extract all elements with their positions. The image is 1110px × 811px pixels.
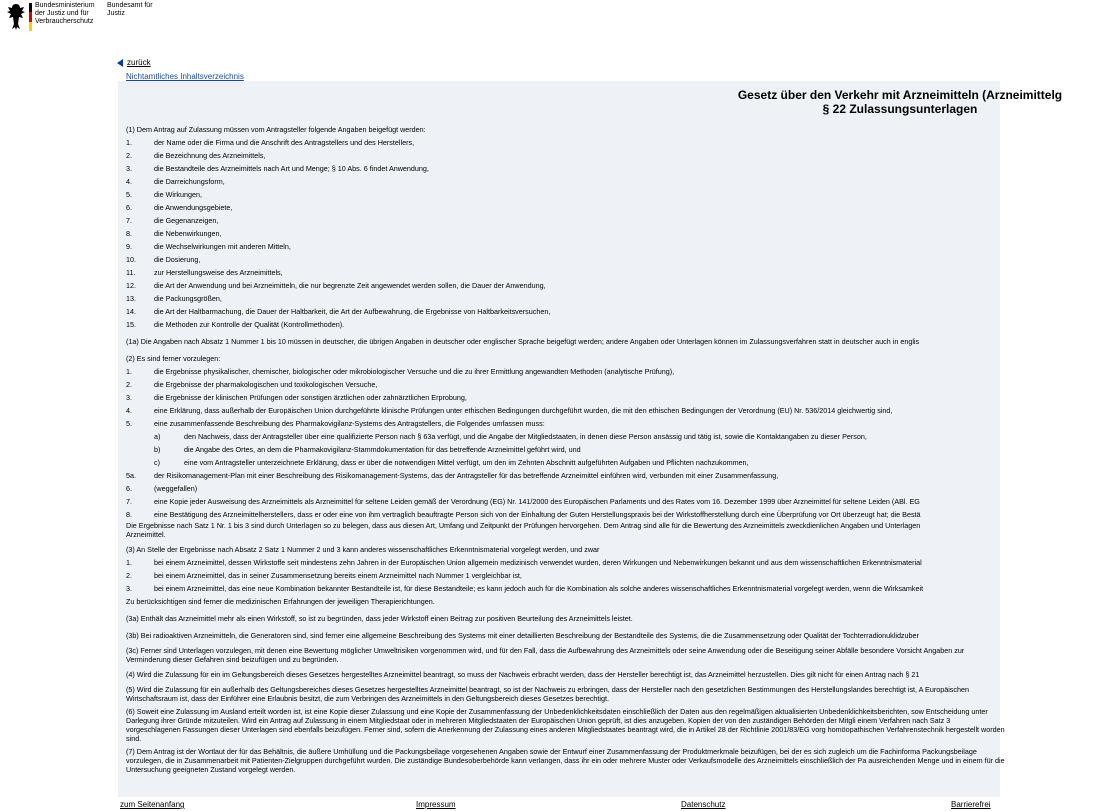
list-item: 10. die Dosierung, [126, 255, 201, 264]
law-text [126, 123, 1026, 774]
to-top-link[interactable]: zum Seitenanfang [120, 800, 185, 809]
list-item: 7. die Gegenanzeigen, [126, 216, 219, 225]
sub-item: b) die Angabe des Ortes, an dem die Pharmakovigilanz-Stammdokumentation für das betreffende Arzneimittel geführt wird, und [154, 445, 581, 454]
list-item: 15. die Methoden zur Kontrolle der Qualität (Kontrollmethoden). [126, 320, 345, 329]
paragraph-3a: (3a) Enthält das Arzneimittel mehr als einen Wirkstoff, so ist zu begründen, dass jeder Wirkstoff einen Beitrag zur positiven Beurteilung des Arzneimittels leistet. [126, 614, 633, 623]
list-item: 8. die Nebenwirkungen, [126, 229, 222, 238]
list-item: 4. eine Erklärung, dass außerhalb der Europäischen Union durchgeführte klinische Prüfungen unter ethischen Bedingungen durchgeführt wurden, die mit den ethischen Bedingungen der Verordnung (EU) Nr. 536/2014 gleichwertig sind, [126, 406, 893, 415]
list-item: 3. bei einem Arzneimittel, das eine neue Kombination bekannter Bestandteile ist, für diese Bestandteile; es kann jedoch auch für die Kombination als solche anderes wissenschaftliches Erkenntnismaterial vorgelegt werden, wenn die Wirksamkeit [126, 584, 924, 593]
section-title: § 22 Zulassungsunterlagen [822, 102, 978, 116]
federal-eagle-icon [4, 2, 28, 32]
paragraph-2-closing-end: Arzneimittel. [126, 530, 166, 539]
paragraph-3b: (3b) Bei radioaktiven Arzneimitteln, die Generatoren sind, sind ferner eine allgemeine Beschreibung des Systems mit einer detaillierten Beschreibung der Bestandteile des Systems, die die Zusammensetzung oder Qualität der Tochterradionuklidzuber [126, 631, 919, 640]
paragraph-3-intro: (3) An Stelle der Ergebnisse nach Absatz 2 Satz 1 Nummer 2 und 3 kann anderes wissenschaftliches Erkenntnismaterial vorgelegt werden, und zwar [126, 545, 600, 554]
paragraph-1a: (1a) Die Angaben nach Absatz 1 Nummer 1 bis 10 müssen in deutscher, die übrigen Angaben in deutscher oder englischer Sprache beigefügt werden; andere Angaben oder Unterlagen können im Zulassungsverfahren statt in deutscher auch in englis [126, 337, 920, 346]
back-nav [117, 58, 151, 67]
page-title [690, 88, 1110, 116]
page-footer [0, 800, 1000, 811]
paragraph-2-closing: Die Ergebnisse nach Satz 1 Nr. 1 bis 3 sind durch Unterlagen so zu belegen, dass aus diesen Art, Umfang und Zeitpunkt der Prüfungen hervorgehen. Dem Antrag sind alle für die Bewertung des Arzneimittels zweckdienlichen Angaben und Unterlagen [126, 521, 921, 530]
datenschutz-link[interactable]: Datenschutz [681, 800, 726, 809]
german-flag-icon [29, 3, 32, 31]
list-item: 7. eine Kopie jeder Ausweisung des Arzneimittels als Arzneimittel für seltene Leiden gemäß der Verordnung (EG) Nr. 141/2000 des Europäischen Parlaments und des Rates vom 16. Dezember 1999 über Arzneimittel für seltene Leiden (ABl. EG [126, 497, 920, 506]
list-item: 3. die Ergebnisse der klinischen Prüfungen oder sonstigen ärztlichen oder zahnärztlichen Erprobung, [126, 393, 467, 402]
toc-link[interactable]: Nichtamtliches Inhaltsverzeichnis [126, 72, 244, 81]
paragraph-6: (6) Soweit eine Zulassung im Ausland erteilt worden ist, ist eine Kopie dieser Zulassung und eine Kopie der Zusammenfassung der Unbedenklichkeitsdaten einschließlich der Daten aus den regelmäßigen aktualisierten Unbedenklichkeitsberichten, sow Entscheidung unter Darlegung ihrer Gründe mitzuteilen. Wird ein Antrag auf Zulassung in einem Mitgliedstaat oder in mehreren Mitgliedstaaten der Europäischen Union geprüft, ist dies anzugeben. Kopien der von den zuständigen Behörden der Mitgli einem Verfahren nach Satz 3 vorgeschlagenen Fassungen dieser Unterlagen sind ebenfalls beizufügen. Ferner sind, sofern die Anerkennung der Zulassung eines anderen Mitgliedstaates beantragt wird, die in Artikel 28 der Richtlinie 2001/83/EG vorg homöopathischen Verfahrenstechnik hergestellt worden sind. [126, 707, 1005, 743]
back-link[interactable]: zurück [127, 58, 151, 67]
list-item: 1. die Ergebnisse physikalischer, chemischer, biologischer oder mikrobiologischer Versuche und die zu ihrer Ermittlung angewandten Methoden (analytische Prüfung), [126, 367, 675, 376]
list-item: 11. zur Herstellungsweise des Arzneimittels, [126, 268, 283, 277]
law-title: Gesetz über den Verkehr mit Arzneimitteln (Arzneimittelg [737, 88, 1063, 102]
list-item: 6. die Anwendungsgebiete, [126, 203, 233, 212]
list-item: 3. die Bestandteile des Arzneimittels nach Art und Menge; § 10 Abs. 6 findet Anwendung, [126, 164, 429, 173]
list-item: 1. bei einem Arzneimittel, dessen Wirkstoffe seit mindestens zehn Jahren in der Europäischen Union allgemein medizinisch verwendet wurden, deren Wirkungen und Nebenwirkungen bekannt und aus dem wissenschaftlichen Erkenntnismaterial [126, 558, 922, 567]
list-item: 13. die Packungsgrößen, [126, 294, 222, 303]
list-item: 1. der Name oder die Firma und die Anschrift des Antragstellers und des Herstellers, [126, 138, 415, 147]
list-item: 6. (weggefallen) [126, 484, 198, 493]
barrierefrei-link[interactable]: Barrierefrei [951, 800, 991, 809]
paragraph-3c: (3c) Ferner sind Unterlagen vorzulegen, mit denen eine Bewertung möglicher Umweltrisiken vorgenommen wird, und für den Fall, dass die Aufbewahrung des Arzneimittels oder seine Anwendung oder die Beseitigung seiner Abfälle besondere Vorsicht Angaben zur Verminderung dieser Gefahren sind beizufügen und zu begründen. [126, 646, 965, 664]
list-item: 5. eine zusammenfassende Beschreibung des Pharmakovigilanz-Systems des Antragstellers, die Folgendes umfassen muss: [126, 419, 545, 428]
paragraph-7: (7) Dem Antrag ist der Wortlaut der für das Behältnis, die äußere Umhüllung und die Packungsbeilage vorgesehenen Angaben sowie der Entwurf einer Zusammenfassung der Produktmerkmale beizufügen, bei der es sich zugleich um die Fachinforma Packungsbeilage vorzulegen, die in Zusammenarbeit mit Patienten-Zielgruppen durchgeführt wurden. Die zuständige Bundesoberbehörde kann verlangen, dass ihr ein oder mehrere Muster oder Verkaufsmodelle des Arzneimittels einschließlich der Pa ausreichenden Menge und in einem für die Untersuchung geeigneten Zustand vorgelegt werden. [126, 747, 1005, 774]
paragraph-3-closing: Zu berücksichtigen sind ferner die medizinischen Erfahrungen der jeweiligen Therapierichtungen. [126, 597, 435, 606]
list-item: 2. bei einem Arzneimittel, das in seiner Zusammensetzung bereits einem Arzneimittel nach Nummer 1 vergleichbar ist, [126, 571, 522, 580]
list-item: 12. die Art der Anwendung und bei Arzneimitteln, die nur begrenzte Zeit angewendet werden sollen, die Dauer der Anwendung, [126, 281, 546, 290]
paragraph-1-intro: (1) Dem Antrag auf Zulassung müssen vom Antragsteller folgende Angaben beigefügt werden: [126, 125, 426, 134]
list-item: 5. die Wirkungen, [126, 190, 202, 199]
back-arrow-icon[interactable] [117, 59, 123, 67]
site-header [0, 0, 1000, 40]
list-item: 4. die Darreichungsform, [126, 177, 225, 186]
list-item: 8. eine Bestätigung des Arzneimittelherstellers, dass er oder eine von ihm vertraglich beauftragte Person sich von der Einhaltung der Guten Herstellungspraxis bei der Wirkstoffherstellung durch eine Überprüfung vor Ort überzeugt hat; die Bestä [126, 510, 921, 519]
impressum-link[interactable]: Impressum [416, 800, 456, 809]
list-item: 2. die Ergebnisse der pharmakologischen und toxikologischen Versuche, [126, 380, 378, 389]
sub-item: a) den Nachweis, dass der Antragsteller über eine qualifizierte Person nach § 63a verfügt, und die Angabe der Mitgliedstaaten, in denen diese Person ansässig und tätig ist, sowie die Kontaktangaben zu dieser Person, [154, 432, 867, 441]
list-item: 9. die Wechselwirkungen mit anderen Mitteln, [126, 242, 291, 251]
paragraph-2-intro: (2) Es sind ferner vorzulegen: [126, 354, 221, 363]
law-content [118, 81, 1063, 797]
paragraph-5: (5) Wird die Zulassung für ein außerhalb des Geltungsbereiches dieses Gesetzes hergestelltes Arzneimittel beantragt, so ist der Nachweis zu erbringen, dass der Hersteller nach den gesetzlichen Bestimmungen des Herstellungslandes berechtigt ist, A Europäischen Wirtschaftsraum ist, dass der Einführer eine Erlaubnis besitzt, die zum Verbringen des Arzneimittels in den Geltungsbereich dieses Gesetzes berechtigt. [126, 685, 969, 703]
sub-item: c) eine vom Antragsteller unterzeichnete Erklärung, dass er über die notwendigen Mittel verfügt, um den im Zehnten Abschnitt aufgeführten Aufgaben und Pflichten nachzukommen, [154, 458, 749, 467]
list-item: 5a. der Risikomanagement-Plan mit einer Beschreibung des Risikomanagement-Systems, das der Antragsteller für das betreffende Arzneimittel einführen wird, verbunden mit einer Zusammenfassung, [126, 471, 779, 480]
agency-name: Bundesamt für Justiz [107, 2, 153, 17]
list-item: 2. die Bezeichnung des Arzneimittels, [126, 151, 266, 160]
list-item: 14. die Art der Haltbarmachung, die Dauer der Haltbarkeit, die Art der Aufbewahrung, die Ergebnisse von Haltbarkeitsversuchen, [126, 307, 551, 316]
paragraph-4: (4) Wird die Zulassung für ein im Geltungsbereich dieses Gesetzes hergestelltes Arzneimittel beantragt, so muss der Nachweis erbracht werden, dass der Hersteller berechtigt ist, das Arzneimittel herzustellen. Dies gilt nicht für einen Antrag nach § 21 [126, 670, 920, 679]
ministry-name: Bundesministerium der Justiz und für Verbraucherschutz [35, 2, 95, 25]
